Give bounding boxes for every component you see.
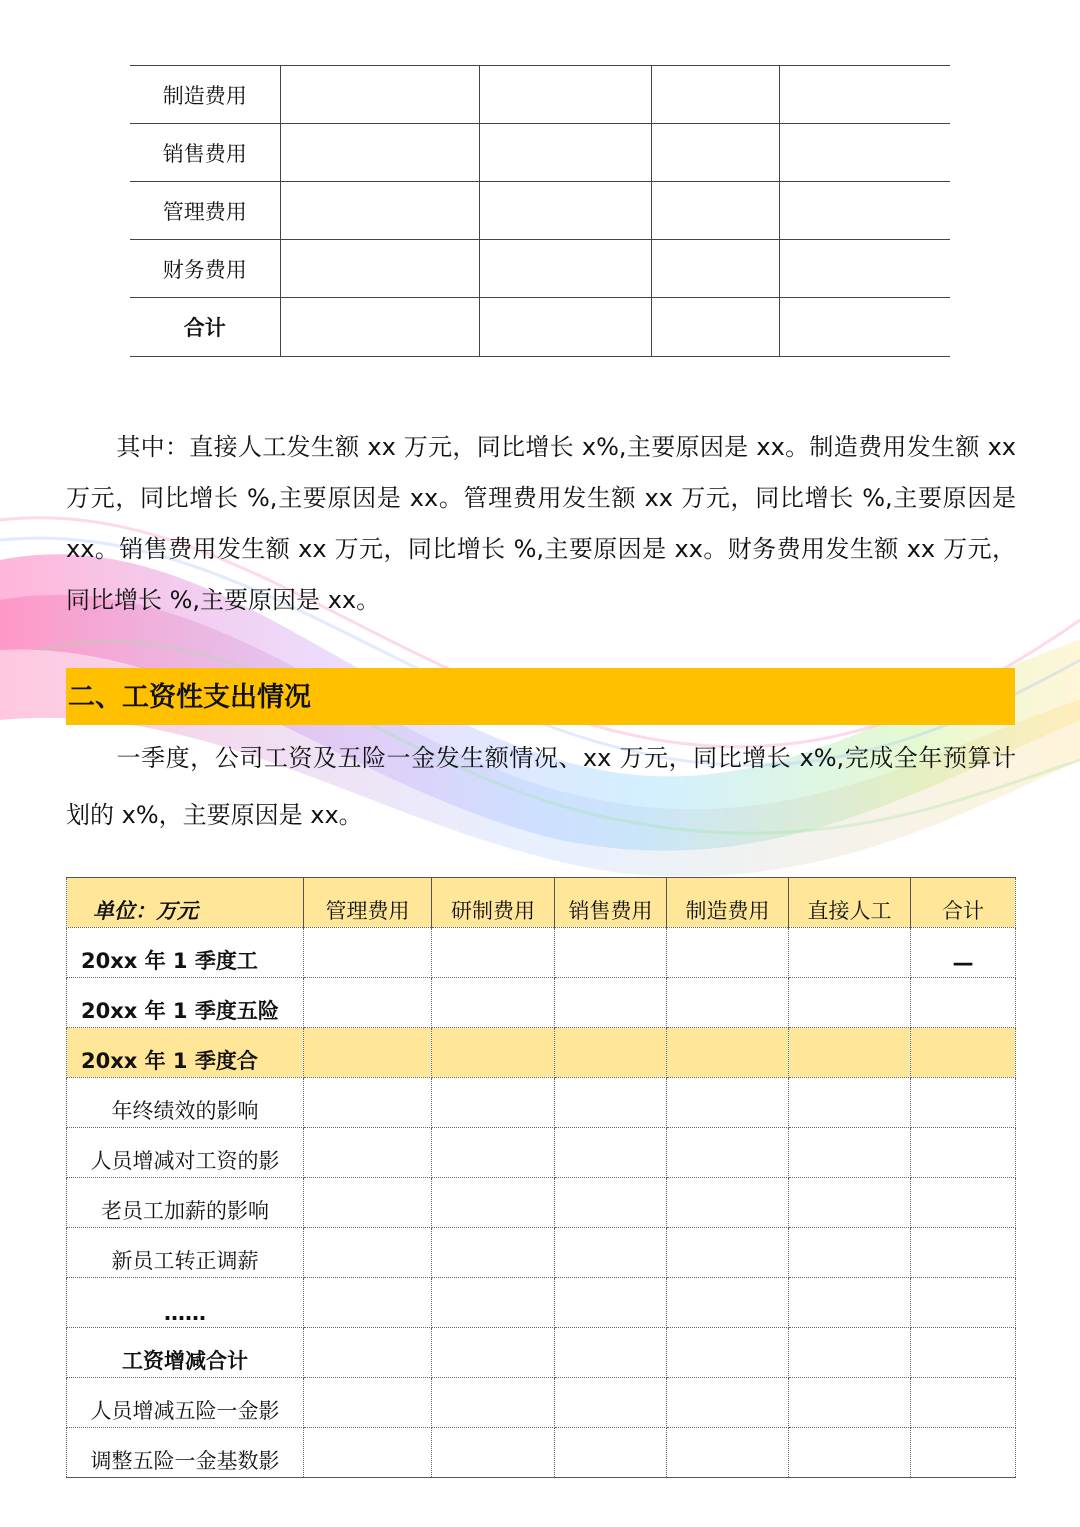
section-heading: 二、工资性支出情况: [66, 668, 1015, 725]
table-row: [130, 66, 950, 124]
unit-header: 单位：万元: [67, 878, 304, 928]
table-row: [67, 1378, 1016, 1428]
table-row: [130, 124, 950, 182]
row-label: 人员增减对工资的影: [67, 1128, 304, 1178]
table-row: [130, 182, 950, 240]
row-label: 管理费用: [130, 182, 280, 240]
row-label: 财务费用: [130, 240, 280, 298]
column-header: 制造费用: [667, 878, 789, 928]
row-label: 老员工加薪的影响: [67, 1178, 304, 1228]
row-label: 调整五险一金基数影: [67, 1428, 304, 1478]
table-row: [130, 240, 950, 298]
table-row: [67, 1178, 1016, 1228]
row-label: 销售费用: [130, 124, 280, 182]
row-label: 20xx 年 1 季度合: [67, 1028, 304, 1078]
column-header: 管理费用: [304, 878, 432, 928]
table-row: [67, 978, 1016, 1028]
row-label: 20xx 年 1 季度五险: [67, 978, 304, 1028]
table-row: [67, 1278, 1016, 1328]
column-header: 合计: [911, 878, 1016, 928]
row-label: 新员工转正调薪: [67, 1228, 304, 1278]
row-label: 20xx 年 1 季度工: [67, 928, 304, 978]
row-label: 工资增减合计: [67, 1328, 304, 1378]
table-row: [67, 1128, 1016, 1178]
column-header: 销售费用: [555, 878, 667, 928]
row-label: 年终绩效的影响: [67, 1078, 304, 1128]
table-row: [67, 1328, 1016, 1378]
row-label: 制造费用: [130, 66, 280, 124]
row-label: ……: [67, 1278, 304, 1328]
salary-table: [66, 877, 1016, 1478]
expense-analysis-paragraph: 其中：直接人工发生额 xx 万元，同比增长 x%,主要原因是 xx。制造费用发生额 xx 万元，同比增长 %,主要原因是 xx。管理费用发生额 xx 万元，同比增长 %,主要原因是 xx。销售费用发生额 xx 万元，同比增长 %,主要原因是 xx。财务费用发生额 xx 万元，同比增长 %,主要原因是 xx。: [66, 433, 1016, 614]
row-label: 人员增减五险一金影: [67, 1378, 304, 1428]
table-row: [67, 1428, 1016, 1478]
table-row-total: [130, 298, 950, 357]
column-header: 直接人工: [789, 878, 911, 928]
table-row-highlight: [67, 1028, 1016, 1078]
table-row: [67, 1228, 1016, 1278]
total-cell: —: [911, 928, 1016, 978]
table-row: [67, 928, 1016, 978]
expense-table: [130, 65, 950, 357]
table-header-row: [67, 878, 1016, 928]
column-header: 研制费用: [432, 878, 555, 928]
salary-summary-paragraph: 一季度，公司工资及五险一金发生额情况、xx 万元，同比增长 x%,完成全年预算计划的 x%，主要原因是 xx。: [66, 744, 1016, 829]
row-label: 合计: [130, 298, 280, 357]
table-row: [67, 1078, 1016, 1128]
